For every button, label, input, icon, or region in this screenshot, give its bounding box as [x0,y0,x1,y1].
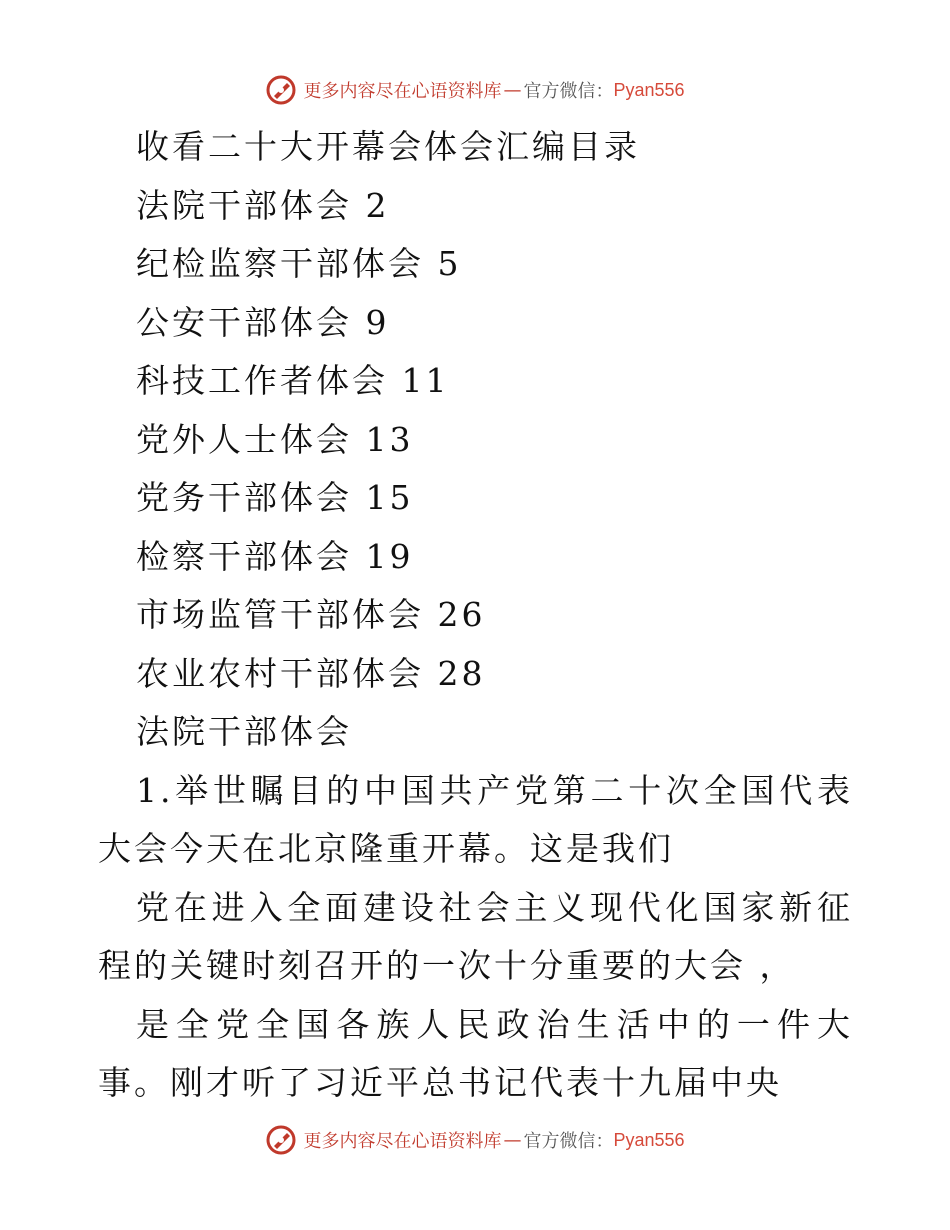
header-wechat-label: 官方微信： [523,81,614,102]
toc-item[interactable] [98,177,853,236]
toc-item-page: 11 [401,361,450,400]
toc-item[interactable] [98,586,853,645]
toc-item-page: 26 [437,595,486,634]
footer-dash: — [503,1129,522,1151]
toc-item-label: 纪检监察干部体会 [136,244,424,283]
toc-item-label: 党外人士体会 [136,419,352,459]
toc-item-page: 2 [365,185,390,225]
toc-item-page: 9 [365,302,390,342]
toc-item-label: 科技工作者体会 [136,361,388,400]
toc-item[interactable] [98,645,853,704]
footer-wechat-id: Pyan556 [613,1129,685,1150]
footer-wechat-label: 官方微信： [523,1131,614,1152]
toc-item-page: 15 [365,478,414,517]
toc-item-page: 13 [365,419,414,459]
toc-item[interactable] [98,235,853,294]
toc-item-label: 农业农村干部体会 [136,653,424,693]
header-wechat-id: Pyan556 [613,79,685,100]
body-paragraph: 党在进入全面建设社会主义现代化国家新征程的关键时刻召开的一次十分重要的大会 ， [98,887,853,985]
section-title: 法院干部体会 [136,712,352,751]
toc-item[interactable] [98,411,853,470]
footer-banner-text: 更多内容尽在心语资料库 [303,1131,502,1152]
logo-icon [265,1124,297,1156]
toc-item[interactable] [98,528,853,587]
toc-list [98,177,853,704]
toc-item-label: 法院干部体会 [136,185,352,225]
logo-icon [265,74,297,106]
body-paragraph: 是全党全国各族人民政治生活中的一件大事。刚才听了习近平总书记代表十九届中央 [98,1004,853,1102]
toc-item-page: 5 [437,244,462,283]
header-dash: — [503,79,522,101]
toc-item[interactable] [98,352,853,411]
body-paragraph: 1.举世瞩目的中国共产党第二十次全国代表大会今天在北京隆重开幕。这是我们 [98,770,853,868]
toc-item-label: 市场监管干部体会 [136,595,424,634]
toc-item[interactable] [98,469,853,528]
footer-banner [0,1120,950,1160]
toc-item-label: 党务干部体会 [136,478,352,517]
toc-item-page: 19 [365,536,414,576]
header-banner-text: 更多内容尽在心语资料库 [303,81,502,102]
document-body [98,118,853,1113]
toc-item-page: 28 [437,653,486,693]
document-title: 收看二十大开幕会体会汇编目录 [136,127,640,166]
toc-item[interactable] [98,294,853,353]
toc-item-label: 检察干部体会 [136,536,352,576]
toc-item-label: 公安干部体会 [136,302,352,342]
header-banner [0,70,950,110]
